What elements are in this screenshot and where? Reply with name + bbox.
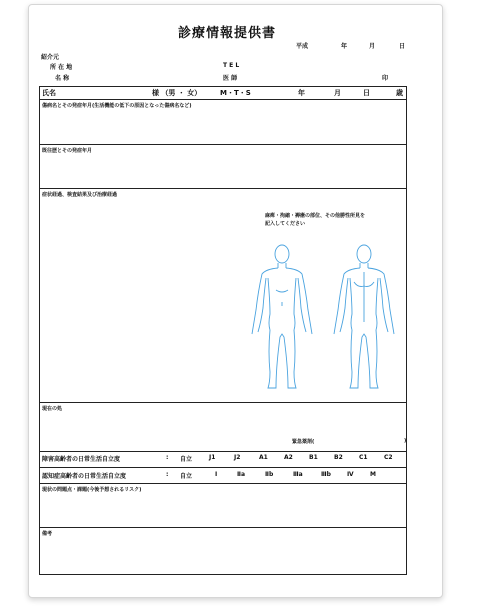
doctor-label: 医 師 bbox=[223, 75, 238, 82]
elderly-independence-label: 障害高齢者の日常生活自立度 bbox=[42, 456, 121, 463]
dementia-option[interactable]: 自立 bbox=[180, 473, 193, 480]
elderly-option[interactable]: C1 bbox=[359, 454, 368, 461]
elderly-option[interactable]: 自立 bbox=[180, 456, 193, 463]
date-day: 日 bbox=[399, 43, 406, 50]
dementia-option[interactable]: Ⅲa bbox=[293, 471, 303, 478]
body-front-figure bbox=[246, 242, 318, 392]
history-label: 既往歴とその発症年月 bbox=[42, 148, 93, 154]
dementia-option[interactable]: Ⅱb bbox=[265, 471, 274, 478]
divider bbox=[40, 144, 406, 145]
elderly-option[interactable]: J1 bbox=[209, 454, 216, 461]
elderly-option[interactable]: A1 bbox=[259, 454, 268, 461]
diagnosis-label: 傷病名とその発症年月(生活機能の低下の原因となった傷病名など) bbox=[42, 103, 192, 109]
patient-sex: 様 （男 ・ 女） bbox=[152, 89, 202, 97]
elderly-sep: : bbox=[166, 454, 169, 461]
birth-year: 年 bbox=[298, 89, 305, 97]
elderly-option[interactable]: A2 bbox=[284, 454, 293, 461]
document-title: 診療情報提供書 bbox=[178, 26, 277, 41]
birth-month: 月 bbox=[334, 89, 341, 97]
referrer-label: 紹介元 bbox=[41, 54, 60, 61]
course-label: 症状経過、検査結果及び治療経過 bbox=[42, 192, 118, 198]
patient-name-label: 氏名 bbox=[42, 89, 56, 97]
birth-day: 日 bbox=[363, 89, 370, 97]
remarks-label: 備考 bbox=[42, 531, 53, 537]
divider bbox=[40, 99, 406, 100]
divider bbox=[40, 467, 406, 468]
emergency-drug-close: ) bbox=[404, 438, 407, 444]
referral-form bbox=[39, 86, 407, 575]
divider bbox=[40, 402, 406, 403]
dementia-option[interactable]: Ⅱa bbox=[237, 471, 246, 478]
dementia-sep: : bbox=[166, 471, 169, 478]
facility-name-label: 名 称 bbox=[55, 75, 70, 82]
divider bbox=[40, 451, 406, 452]
divider bbox=[40, 188, 406, 189]
divider bbox=[40, 483, 406, 484]
address-label: 所 在 地 bbox=[50, 64, 73, 71]
dementia-option[interactable]: M bbox=[370, 471, 376, 478]
elderly-option[interactable]: B1 bbox=[309, 454, 318, 461]
dementia-option[interactable]: Ⅲb bbox=[321, 471, 331, 478]
date-month: 月 bbox=[369, 43, 376, 50]
date-era: 平成 bbox=[296, 43, 309, 50]
dementia-option[interactable]: I bbox=[215, 471, 218, 478]
body-chart-note: 記入してください bbox=[265, 221, 306, 227]
current-prescription-label: 現在の処 bbox=[42, 406, 63, 412]
patient-age: 歳 bbox=[396, 89, 403, 97]
body-back-figure bbox=[328, 242, 400, 392]
date-year: 年 bbox=[341, 43, 348, 50]
divider bbox=[40, 527, 406, 528]
elderly-option[interactable]: B2 bbox=[334, 454, 343, 461]
emergency-drug-label: 緊急薬剤( bbox=[292, 439, 315, 445]
problems-label: 現状の問題点・課題(今後予想されるリスク) bbox=[42, 487, 142, 493]
body-chart-note: 麻痺・拘縮・褥瘡の部位、その他勝性所見を bbox=[265, 213, 366, 219]
elderly-option[interactable]: C2 bbox=[384, 454, 393, 461]
dementia-independence-label: 認知症高齢者の日常生活自立度 bbox=[42, 473, 127, 480]
elderly-option[interactable]: J2 bbox=[234, 454, 241, 461]
tel-label: T E L bbox=[223, 62, 240, 69]
birth-era: M・T・S bbox=[220, 89, 251, 97]
dementia-option[interactable]: Ⅳ bbox=[347, 471, 354, 478]
seal-label: 印 bbox=[382, 75, 389, 82]
